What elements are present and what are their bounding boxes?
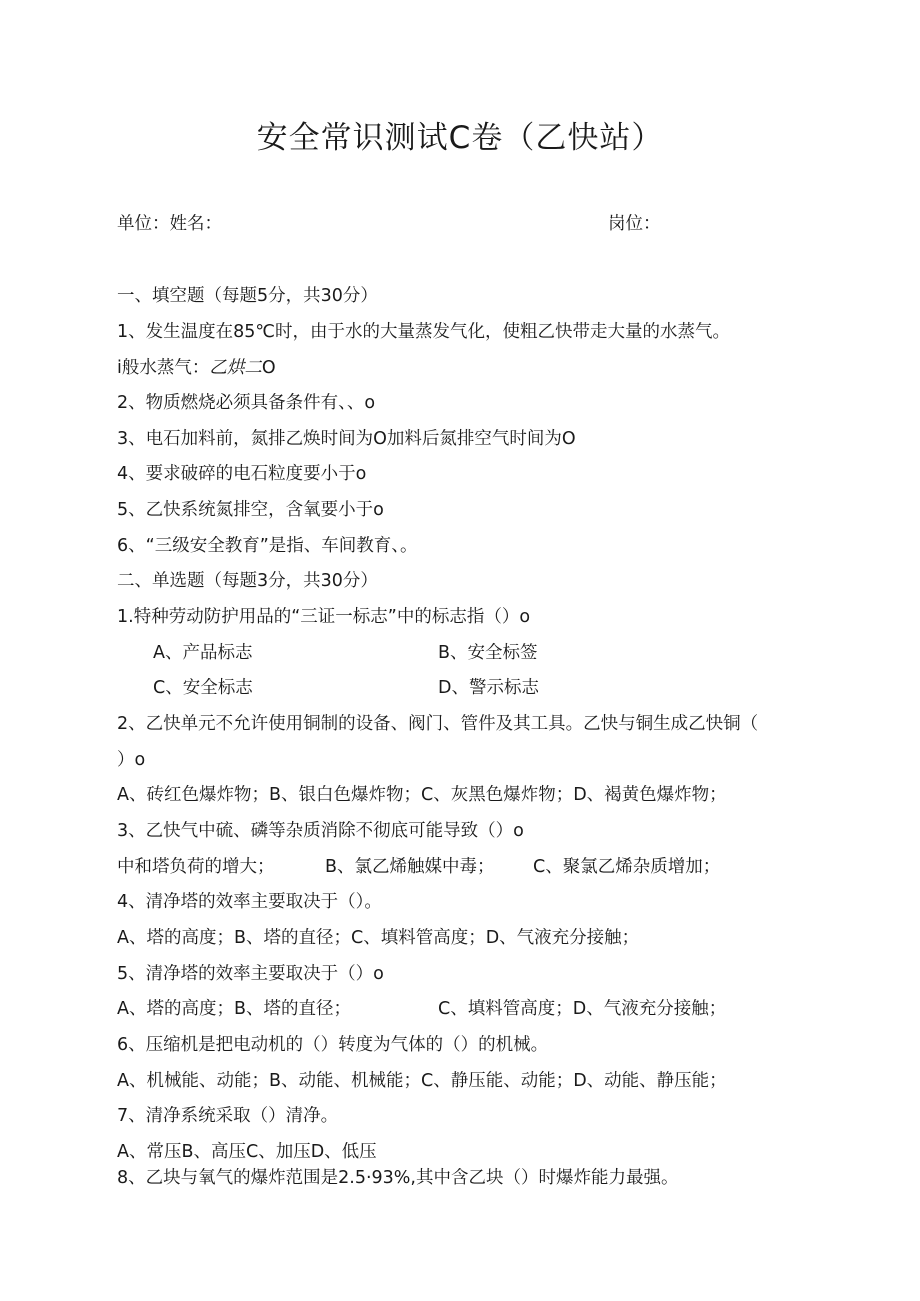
choice-q1-opt-a: A、产品标志 [153, 643, 253, 663]
choice-q5: 5、清净塔的效率主要取决于（）o [117, 964, 384, 984]
choice-q7-options: A、常压B、高压C、加压D、低压 [117, 1142, 377, 1162]
choice-q1: 1.特种劳动防护用品的“三证一标志”中的标志指（）o [117, 607, 531, 627]
fill-q5: 5、乙快系统氮排空，含氧要小于o [117, 500, 384, 520]
fill-q1: 1、发生温度在85℃时，由于水的大量蒸发气化，使粗乙快带走大量的水蒸气。 [117, 322, 731, 342]
fill-q6: 6、“三级安全教育”是指、车间教育、。 [117, 536, 418, 556]
choice-q6: 6、压缩机是把电动机的（）转度为气体的（）的机械。 [117, 1035, 549, 1055]
fill-q1-sub-suffix: O [261, 358, 276, 378]
fill-q2: 2、物质燃烧必须具备条件有、、o [117, 393, 376, 413]
fill-q1-sub-italic: 乙烘二 [209, 358, 262, 378]
fill-q1-sub-prefix: i般水蒸气： [117, 358, 210, 378]
choice-q5-options-ab: A、塔的高度；B、塔的直径； [117, 999, 351, 1019]
section2-heading: 二、单选题（每题3分，共30分） [117, 571, 378, 591]
choice-q3-opt-c: C、聚氯乙烯杂质增加； [533, 857, 721, 877]
choice-q3-opt-a: 中和塔负荷的增大； [117, 857, 275, 877]
fill-q4: 4、要求破碎的电石粒度要小于o [117, 464, 367, 484]
post-label: 岗位： [608, 214, 661, 234]
fill-q1-sub [117, 356, 276, 380]
choice-q2-options: A、砖红色爆炸物；B、银白色爆炸物；C、灰黑色爆炸物；D、褐黄色爆炸物； [117, 785, 727, 805]
choice-q2-line2: ）o [117, 750, 146, 770]
choice-q2-line1: 2、乙快单元不允许使用铜制的设备、阀门、管件及其工具。乙快与铜生成乙快铜（ [117, 714, 759, 734]
choice-q6-options: A、机械能、动能；B、动能、机械能；C、静压能、动能；D、动能、静压能； [117, 1071, 727, 1091]
choice-q1-opt-b: B、安全标签 [438, 643, 538, 663]
choice-q7: 7、清净系统采取（）清净。 [117, 1106, 339, 1126]
choice-q1-opt-d: D、警示标志 [438, 678, 539, 698]
choice-q1-opt-c: C、安全标志 [153, 678, 253, 698]
page-title: 安全常识测试C卷（乙快站） [256, 120, 664, 156]
choice-q3-opt-b: B、氯乙烯触媒中毒； [325, 857, 495, 877]
choice-q4-options: A、塔的高度；B、塔的直径；C、填料管高度；D、气液充分接触； [117, 928, 640, 948]
fill-q3: 3、电石加料前，氮排乙焕时间为O加料后氮排空气时间为O [117, 429, 576, 449]
choice-q5-options-cd: C、填料管高度；D、气液充分接触； [438, 999, 727, 1019]
section1-heading: 一、填空题（每题5分，共30分） [117, 286, 378, 306]
unit-name-label: 单位：姓名： [117, 214, 222, 234]
choice-q8: 8、乙块与氧气的爆炸范围是2.5·93%,其中含乙块（）时爆炸能力最强。 [117, 1168, 679, 1188]
choice-q3: 3、乙快气中硫、磷等杂质消除不彻底可能导致（）o [117, 821, 524, 841]
choice-q4: 4、清净塔的效率主要取决于（）。 [117, 892, 382, 912]
